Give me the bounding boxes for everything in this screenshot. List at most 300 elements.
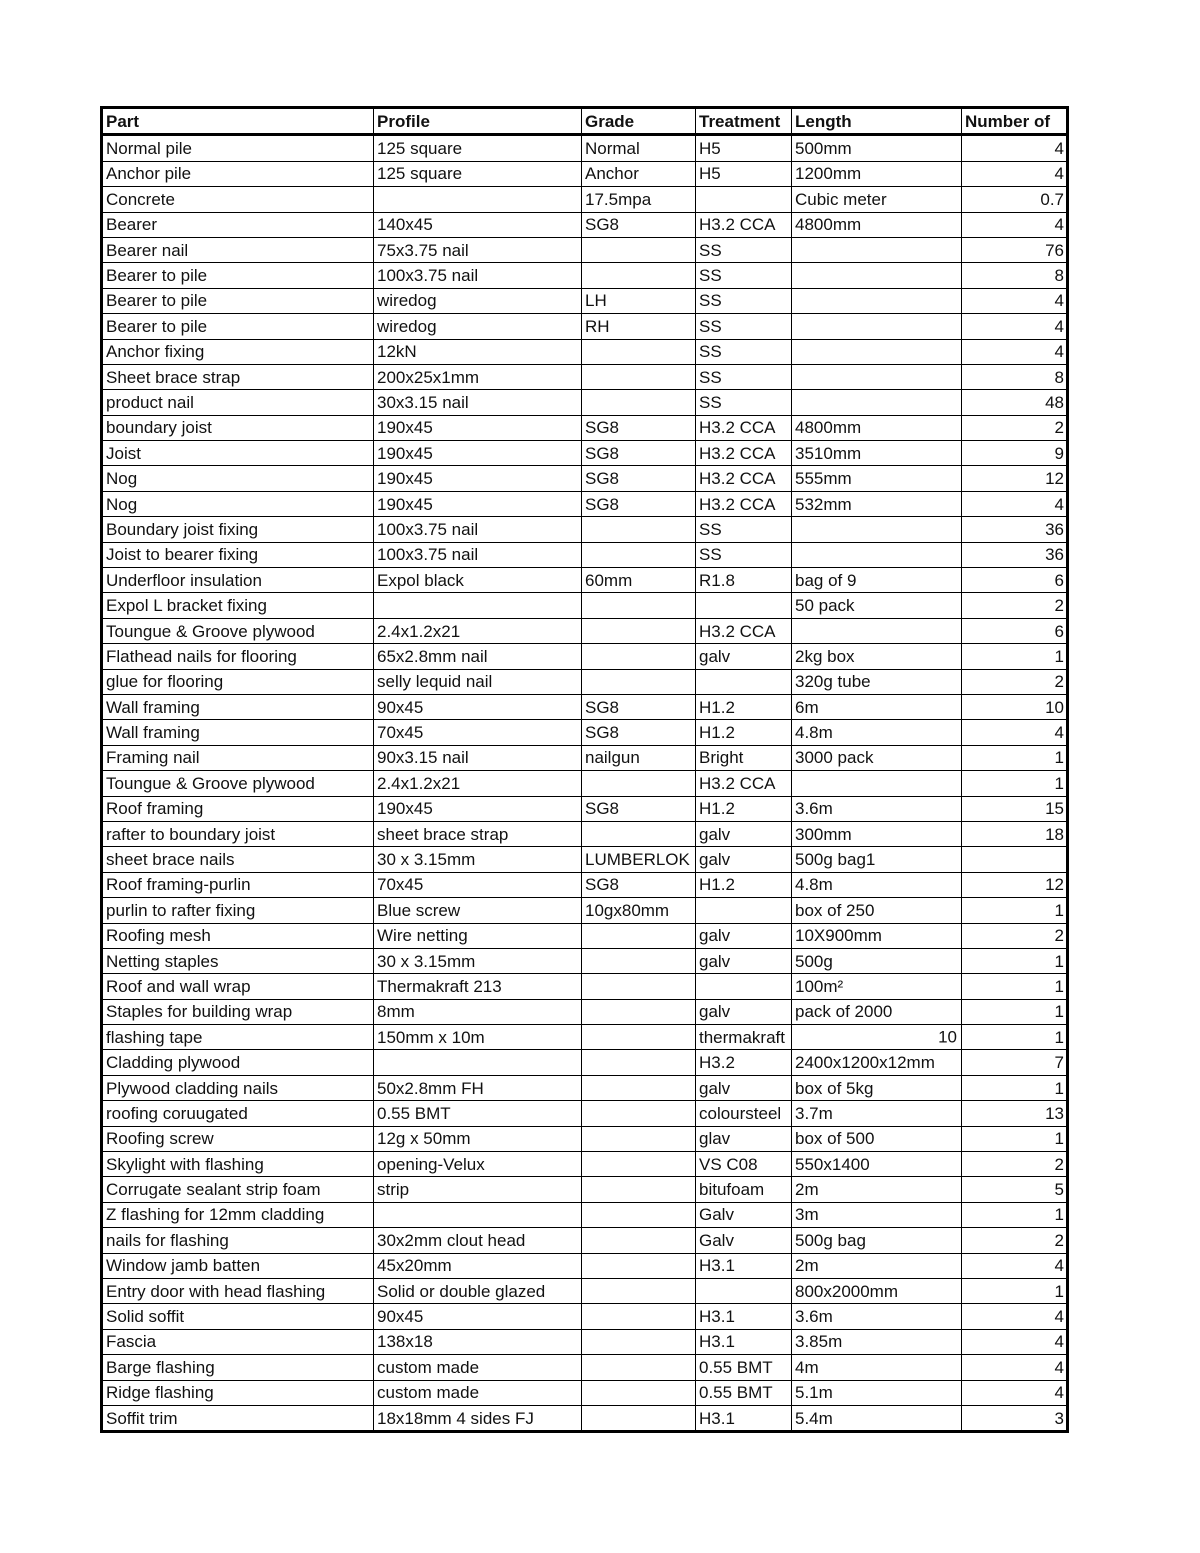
- cell-part: Anchor pile: [102, 161, 374, 186]
- cell-profile: 2.4x1.2x21: [374, 618, 582, 643]
- cell-grade: RH: [582, 314, 696, 339]
- cell-number: 5: [962, 1177, 1068, 1202]
- cell-part: Z flashing for 12mm cladding: [102, 1202, 374, 1227]
- cell-profile: 90x3.15 nail: [374, 745, 582, 770]
- cell-number: 1: [962, 898, 1068, 923]
- cell-grade: [582, 644, 696, 669]
- cell-part: Framing nail: [102, 745, 374, 770]
- cell-length: 800x2000mm: [792, 1278, 962, 1303]
- cell-profile: 30 x 3.15mm: [374, 948, 582, 973]
- cell-length: [792, 364, 962, 389]
- cell-number: 2: [962, 923, 1068, 948]
- cell-length: 500g bag: [792, 1228, 962, 1253]
- cell-number: 4: [962, 314, 1068, 339]
- header-profile: Profile: [374, 108, 582, 135]
- cell-grade: [582, 1228, 696, 1253]
- cell-length: pack of 2000: [792, 999, 962, 1024]
- cell-grade: [582, 339, 696, 364]
- cell-number: 48: [962, 390, 1068, 415]
- table-row: [102, 796, 1068, 821]
- cell-part: Roof framing-purlin: [102, 872, 374, 897]
- cell-length: 300mm: [792, 821, 962, 846]
- cell-grade: [582, 1405, 696, 1431]
- cell-number: 1: [962, 1025, 1068, 1050]
- cell-grade: [582, 1101, 696, 1126]
- cell-part: Skylight with flashing: [102, 1152, 374, 1177]
- table-row: [102, 517, 1068, 542]
- cell-profile: custom made: [374, 1355, 582, 1380]
- cell-grade: [582, 1202, 696, 1227]
- cell-treatment: H3.1: [696, 1329, 792, 1354]
- cell-treatment: VS C08: [696, 1152, 792, 1177]
- cell-length: bag of 9: [792, 568, 962, 593]
- table-row: [102, 212, 1068, 237]
- cell-grade: [582, 1025, 696, 1050]
- cell-number: 8: [962, 364, 1068, 389]
- cell-number: 1: [962, 1126, 1068, 1151]
- table-row: [102, 898, 1068, 923]
- cell-number: 10: [962, 694, 1068, 719]
- cell-grade: SG8: [582, 491, 696, 516]
- cell-profile: strip: [374, 1177, 582, 1202]
- cell-part: Solid soffit: [102, 1304, 374, 1329]
- cell-treatment: SS: [696, 364, 792, 389]
- cell-treatment: galv: [696, 821, 792, 846]
- cell-part: Wall framing: [102, 720, 374, 745]
- cell-profile: 65x2.8mm nail: [374, 644, 582, 669]
- table-row: [102, 568, 1068, 593]
- cell-number: 18: [962, 821, 1068, 846]
- cell-profile: Solid or double glazed: [374, 1278, 582, 1303]
- cell-profile: 90x45: [374, 1304, 582, 1329]
- cell-length: 4.8m: [792, 720, 962, 745]
- cell-grade: Anchor: [582, 161, 696, 186]
- cell-number: 4: [962, 339, 1068, 364]
- table-row: [102, 466, 1068, 491]
- cell-profile: 18x18mm 4 sides FJ: [374, 1405, 582, 1431]
- cell-grade: [582, 237, 696, 262]
- cell-part: sheet brace nails: [102, 847, 374, 872]
- cell-number: 2: [962, 593, 1068, 618]
- table-row: [102, 339, 1068, 364]
- cell-length: [792, 314, 962, 339]
- cell-treatment: H3.2 CCA: [696, 491, 792, 516]
- cell-part: Bearer to pile: [102, 314, 374, 339]
- cell-part: boundary joist: [102, 415, 374, 440]
- cell-length: 1200mm: [792, 161, 962, 186]
- cell-profile: 200x25x1mm: [374, 364, 582, 389]
- cell-grade: [582, 517, 696, 542]
- cell-profile: sheet brace strap: [374, 821, 582, 846]
- cell-length: [792, 1025, 962, 1050]
- cell-length: 6m: [792, 694, 962, 719]
- cell-grade: [582, 618, 696, 643]
- cell-part: Joist: [102, 441, 374, 466]
- cell-treatment: 0.55 BMT: [696, 1380, 792, 1405]
- cell-grade: [582, 923, 696, 948]
- cell-length: [792, 339, 962, 364]
- cell-grade: LUMBERLOK: [582, 847, 696, 872]
- cell-length: [792, 517, 962, 542]
- table-row: [102, 1405, 1068, 1431]
- table-row: [102, 948, 1068, 973]
- cell-number: 4: [962, 161, 1068, 186]
- cell-profile: Blue screw: [374, 898, 582, 923]
- cell-part: Toungue & Groove plywood: [102, 618, 374, 643]
- cell-profile: [374, 187, 582, 212]
- cell-treatment: galv: [696, 923, 792, 948]
- cell-treatment: H3.1: [696, 1405, 792, 1431]
- cell-length: 4m: [792, 1355, 962, 1380]
- cell-part: Wall framing: [102, 694, 374, 719]
- cell-treatment: [696, 669, 792, 694]
- cell-treatment: H3.2 CCA: [696, 618, 792, 643]
- cell-number: 15: [962, 796, 1068, 821]
- cell-number: 1: [962, 644, 1068, 669]
- cell-part: flashing tape: [102, 1025, 374, 1050]
- cell-grade: nailgun: [582, 745, 696, 770]
- cell-part: Plywood cladding nails: [102, 1075, 374, 1100]
- cell-grade: 17.5mpa: [582, 187, 696, 212]
- cell-treatment: H3.2 CCA: [696, 771, 792, 796]
- cell-number: 1: [962, 948, 1068, 973]
- cell-grade: 60mm: [582, 568, 696, 593]
- cell-length: box of 500: [792, 1126, 962, 1151]
- cell-profile: 50x2.8mm FH: [374, 1075, 582, 1100]
- table-row: [102, 999, 1068, 1024]
- cell-part: Joist to bearer fixing: [102, 542, 374, 567]
- cell-treatment: SS: [696, 237, 792, 262]
- cell-treatment: 0.55 BMT: [696, 1355, 792, 1380]
- table-row: [102, 364, 1068, 389]
- cell-number: 12: [962, 466, 1068, 491]
- cell-length: [792, 237, 962, 262]
- cell-profile: 75x3.75 nail: [374, 237, 582, 262]
- cell-part: Corrugate sealant strip foam: [102, 1177, 374, 1202]
- cell-number: 4: [962, 491, 1068, 516]
- cell-part: purlin to rafter fixing: [102, 898, 374, 923]
- cell-number: 4: [962, 288, 1068, 313]
- cell-treatment: H1.2: [696, 720, 792, 745]
- cell-part: Flathead nails for flooring: [102, 644, 374, 669]
- cell-profile: 8mm: [374, 999, 582, 1024]
- cell-number: 4: [962, 1355, 1068, 1380]
- table-row: [102, 187, 1068, 212]
- header-grade: Grade: [582, 108, 696, 135]
- cell-number: 1: [962, 1202, 1068, 1227]
- cell-treatment: thermakraft: [696, 1025, 792, 1050]
- cell-treatment: SS: [696, 390, 792, 415]
- cell-profile: 2.4x1.2x21: [374, 771, 582, 796]
- table-header: [102, 108, 1068, 135]
- cell-number: 7: [962, 1050, 1068, 1075]
- cell-part: Nog: [102, 491, 374, 516]
- cell-part: roofing coruugated: [102, 1101, 374, 1126]
- cell-length: 3510mm: [792, 441, 962, 466]
- cell-grade: [582, 771, 696, 796]
- table-row: [102, 1228, 1068, 1253]
- cell-profile: 90x45: [374, 694, 582, 719]
- table-body: [102, 135, 1068, 1432]
- cell-treatment: H3.2 CCA: [696, 212, 792, 237]
- cell-number: 1: [962, 999, 1068, 1024]
- cell-treatment: Bright: [696, 745, 792, 770]
- cell-treatment: H3.2 CCA: [696, 441, 792, 466]
- materials-table: [100, 106, 1069, 1433]
- cell-part: glue for flooring: [102, 669, 374, 694]
- cell-treatment: H1.2: [696, 872, 792, 897]
- cell-length: 555mm: [792, 466, 962, 491]
- table-row: [102, 847, 1068, 872]
- cell-length: [792, 288, 962, 313]
- cell-profile: 100x3.75 nail: [374, 542, 582, 567]
- cell-length: 3.7m: [792, 1101, 962, 1126]
- cell-part: Anchor fixing: [102, 339, 374, 364]
- cell-treatment: H1.2: [696, 694, 792, 719]
- table-row: [102, 771, 1068, 796]
- cell-treatment: [696, 1278, 792, 1303]
- cell-length: 500mm: [792, 135, 962, 161]
- cell-treatment: [696, 974, 792, 999]
- cell-length: [792, 771, 962, 796]
- cell-profile: 100x3.75 nail: [374, 517, 582, 542]
- cell-part: rafter to boundary joist: [102, 821, 374, 846]
- cell-number: 8: [962, 263, 1068, 288]
- cell-number: 0.7: [962, 187, 1068, 212]
- cell-part: Staples for building wrap: [102, 999, 374, 1024]
- cell-grade: [582, 1304, 696, 1329]
- cell-number: 4: [962, 135, 1068, 161]
- cell-profile: 125 square: [374, 135, 582, 161]
- cell-profile: custom made: [374, 1380, 582, 1405]
- cell-length: 4800mm: [792, 415, 962, 440]
- cell-length: 3m: [792, 1202, 962, 1227]
- cell-number: 76: [962, 237, 1068, 262]
- table-row: [102, 415, 1068, 440]
- cell-length: [792, 390, 962, 415]
- table-row: [102, 288, 1068, 313]
- cell-treatment: galv: [696, 644, 792, 669]
- cell-treatment: SS: [696, 314, 792, 339]
- cell-part: Bearer to pile: [102, 263, 374, 288]
- cell-treatment: Galv: [696, 1228, 792, 1253]
- table-row: [102, 1152, 1068, 1177]
- table-row: [102, 263, 1068, 288]
- length-value: 10: [938, 1027, 957, 1047]
- cell-part: Roof framing: [102, 796, 374, 821]
- cell-number: 4: [962, 1329, 1068, 1354]
- cell-grade: [582, 1075, 696, 1100]
- cell-profile: 190x45: [374, 415, 582, 440]
- cell-length: 10X900mm: [792, 923, 962, 948]
- cell-part: Cladding plywood: [102, 1050, 374, 1075]
- cell-treatment: H1.2: [696, 796, 792, 821]
- cell-treatment: galv: [696, 1075, 792, 1100]
- cell-grade: [582, 1050, 696, 1075]
- cell-length: 4800mm: [792, 212, 962, 237]
- table-row: [102, 491, 1068, 516]
- cell-profile: 30 x 3.15mm: [374, 847, 582, 872]
- cell-length: [792, 618, 962, 643]
- cell-grade: SG8: [582, 694, 696, 719]
- cell-part: Underfloor insulation: [102, 568, 374, 593]
- table-row: [102, 542, 1068, 567]
- cell-profile: 30x2mm clout head: [374, 1228, 582, 1253]
- cell-number: 2: [962, 669, 1068, 694]
- cell-profile: 70x45: [374, 872, 582, 897]
- table-row: [102, 821, 1068, 846]
- table-row: [102, 644, 1068, 669]
- cell-part: Boundary joist fixing: [102, 517, 374, 542]
- cell-profile: [374, 1202, 582, 1227]
- cell-length: 2m: [792, 1177, 962, 1202]
- table-row: [102, 618, 1068, 643]
- cell-length: 550x1400: [792, 1152, 962, 1177]
- cell-treatment: coloursteel: [696, 1101, 792, 1126]
- cell-length: 3.6m: [792, 1304, 962, 1329]
- cell-part: Ridge flashing: [102, 1380, 374, 1405]
- cell-treatment: galv: [696, 999, 792, 1024]
- table-row: [102, 923, 1068, 948]
- cell-profile: 138x18: [374, 1329, 582, 1354]
- cell-number: 4: [962, 1380, 1068, 1405]
- cell-length: box of 250: [792, 898, 962, 923]
- cell-number: 3: [962, 1405, 1068, 1431]
- cell-treatment: SS: [696, 542, 792, 567]
- cell-treatment: galv: [696, 847, 792, 872]
- cell-profile: 190x45: [374, 796, 582, 821]
- cell-grade: 10gx80mm: [582, 898, 696, 923]
- cell-grade: [582, 542, 696, 567]
- cell-treatment: [696, 187, 792, 212]
- table-row: [102, 1304, 1068, 1329]
- cell-grade: [582, 821, 696, 846]
- cell-profile: 45x20mm: [374, 1253, 582, 1278]
- cell-profile: 190x45: [374, 466, 582, 491]
- table-row: [102, 1050, 1068, 1075]
- cell-treatment: H3.2: [696, 1050, 792, 1075]
- cell-part: product nail: [102, 390, 374, 415]
- cell-number: 4: [962, 720, 1068, 745]
- cell-length: 532mm: [792, 491, 962, 516]
- cell-part: Normal pile: [102, 135, 374, 161]
- cell-number: 13: [962, 1101, 1068, 1126]
- cell-length: 3.85m: [792, 1329, 962, 1354]
- cell-length: 5.4m: [792, 1405, 962, 1431]
- cell-profile: wiredog: [374, 288, 582, 313]
- cell-treatment: [696, 593, 792, 618]
- header-treatment: Treatment: [696, 108, 792, 135]
- cell-profile: selly lequid nail: [374, 669, 582, 694]
- cell-length: 2400x1200x12mm: [792, 1050, 962, 1075]
- cell-profile: 12kN: [374, 339, 582, 364]
- cell-grade: SG8: [582, 415, 696, 440]
- table-row: [102, 1253, 1068, 1278]
- cell-part: Barge flashing: [102, 1355, 374, 1380]
- cell-grade: [582, 1355, 696, 1380]
- cell-number: 1: [962, 974, 1068, 999]
- cell-number: 9: [962, 441, 1068, 466]
- cell-length: 320g tube: [792, 669, 962, 694]
- cell-profile: 125 square: [374, 161, 582, 186]
- cell-length: [792, 542, 962, 567]
- table-row: [102, 872, 1068, 897]
- cell-treatment: H3.1: [696, 1304, 792, 1329]
- cell-number: 1: [962, 745, 1068, 770]
- cell-number: 1: [962, 1075, 1068, 1100]
- cell-grade: [582, 263, 696, 288]
- cell-profile: 190x45: [374, 441, 582, 466]
- cell-grade: Normal: [582, 135, 696, 161]
- cell-profile: Thermakraft 213: [374, 974, 582, 999]
- cell-grade: [582, 669, 696, 694]
- cell-treatment: bitufoam: [696, 1177, 792, 1202]
- cell-part: Fascia: [102, 1329, 374, 1354]
- table-row: [102, 1329, 1068, 1354]
- cell-treatment: H3.2 CCA: [696, 415, 792, 440]
- table-row: [102, 669, 1068, 694]
- table-row: [102, 720, 1068, 745]
- table-row: [102, 1202, 1068, 1227]
- cell-number: 1: [962, 1278, 1068, 1303]
- cell-grade: SG8: [582, 796, 696, 821]
- cell-treatment: H5: [696, 161, 792, 186]
- cell-part: Roofing mesh: [102, 923, 374, 948]
- cell-profile: Wire netting: [374, 923, 582, 948]
- cell-profile: 70x45: [374, 720, 582, 745]
- cell-part: Window jamb batten: [102, 1253, 374, 1278]
- table-row: [102, 593, 1068, 618]
- cell-part: Toungue & Groove plywood: [102, 771, 374, 796]
- table-row: [102, 237, 1068, 262]
- cell-part: Bearer nail: [102, 237, 374, 262]
- cell-profile: 0.55 BMT: [374, 1101, 582, 1126]
- cell-part: Bearer: [102, 212, 374, 237]
- cell-number: 6: [962, 568, 1068, 593]
- cell-treatment: galv: [696, 948, 792, 973]
- cell-grade: [582, 1152, 696, 1177]
- table-row: [102, 1177, 1068, 1202]
- cell-length: 4.8m: [792, 872, 962, 897]
- cell-number: 12: [962, 872, 1068, 897]
- cell-number: 4: [962, 1304, 1068, 1329]
- cell-number: 4: [962, 212, 1068, 237]
- cell-part: Roof and wall wrap: [102, 974, 374, 999]
- cell-grade: SG8: [582, 720, 696, 745]
- cell-grade: [582, 1329, 696, 1354]
- header-length: Length: [792, 108, 962, 135]
- cell-number: 2: [962, 415, 1068, 440]
- cell-length: 500g bag1: [792, 847, 962, 872]
- cell-part: Expol L bracket fixing: [102, 593, 374, 618]
- table-row: [102, 441, 1068, 466]
- cell-part: Roofing screw: [102, 1126, 374, 1151]
- cell-part: Soffit trim: [102, 1405, 374, 1431]
- cell-length: 3.6m: [792, 796, 962, 821]
- cell-profile: Expol black: [374, 568, 582, 593]
- cell-length: 50 pack: [792, 593, 962, 618]
- cell-profile: 12g x 50mm: [374, 1126, 582, 1151]
- cell-profile: 140x45: [374, 212, 582, 237]
- header-part: Part: [102, 108, 374, 135]
- cell-number: 2: [962, 1228, 1068, 1253]
- table-row: [102, 694, 1068, 719]
- cell-number: 4: [962, 1253, 1068, 1278]
- cell-number: 36: [962, 542, 1068, 567]
- cell-profile: opening-Velux: [374, 1152, 582, 1177]
- cell-treatment: SS: [696, 517, 792, 542]
- table-row: [102, 745, 1068, 770]
